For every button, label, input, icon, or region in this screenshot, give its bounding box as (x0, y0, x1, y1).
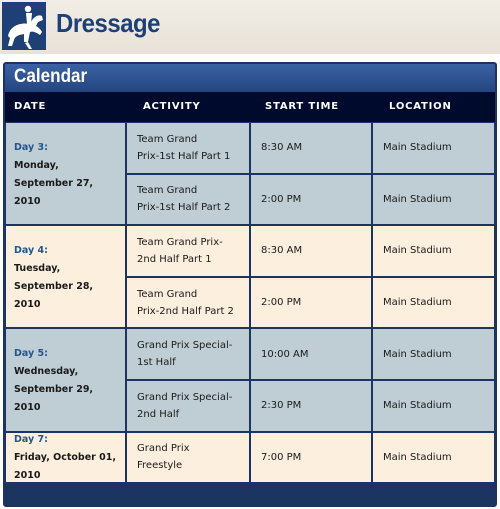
location-text: Main Stadium (383, 400, 452, 412)
date-line: 2010 (14, 401, 41, 413)
activity-text (137, 286, 243, 320)
location-text: Main Stadium (383, 245, 452, 257)
day-label: Day 4: (14, 244, 48, 256)
activity-cell (126, 432, 250, 484)
date-text (14, 139, 119, 211)
date-cell (5, 432, 126, 484)
date-text (14, 242, 119, 314)
activity-line: Grand Prix Special- (137, 340, 233, 352)
activity-line: Freestyle (137, 460, 183, 472)
date-line: 2010 (14, 298, 41, 310)
day-label: Day 5: (14, 347, 48, 359)
location-text: Main Stadium (383, 348, 452, 360)
location-cell (372, 380, 495, 432)
calendar-column-headers (5, 92, 495, 122)
start-time-text: 2:30 PM (261, 400, 302, 412)
activity-cell (126, 174, 250, 226)
column-header-date: DATE (14, 101, 47, 112)
location-text: Main Stadium (383, 193, 452, 205)
start-time-text: 8:30 AM (261, 142, 303, 154)
activity-line: 2nd Half (137, 408, 180, 420)
start-time-text: 8:30 AM (261, 245, 303, 257)
start-time-text: 7:00 PM (261, 451, 302, 463)
column-header-activity: ACTIVITY (143, 101, 201, 112)
date-line: Friday, October 01, (14, 452, 116, 464)
date-line: Wednesday, (14, 365, 79, 377)
calendar-title-bar (5, 64, 495, 92)
activity-line: Team Grand (137, 288, 198, 300)
activity-cell (126, 225, 250, 277)
location-cell (372, 328, 495, 380)
activity-line: Prix-1st Half Part 2 (137, 202, 231, 214)
activity-line: Prix-2nd Half Part 2 (137, 305, 234, 317)
start-time-cell (250, 225, 372, 277)
activity-line: Grand Prix (137, 443, 190, 455)
date-line: September 28, (14, 280, 94, 292)
location-text: Main Stadium (383, 142, 452, 154)
start-time-cell (250, 174, 372, 226)
activity-text (137, 440, 243, 474)
date-line: September 27, (14, 177, 94, 189)
location-cell (372, 225, 495, 277)
start-time-cell (250, 432, 372, 484)
date-line: 2010 (14, 470, 41, 482)
page-header (0, 0, 500, 54)
date-line: September 29, (14, 383, 94, 395)
activity-line: Team Grand (137, 133, 198, 145)
activity-text (137, 234, 243, 268)
date-line: 2010 (14, 195, 41, 207)
activity-cell (126, 328, 250, 380)
location-cell (372, 432, 495, 484)
column-header-start-time: START TIME (265, 101, 339, 112)
location-cell (372, 277, 495, 329)
activity-line: Team Grand (137, 185, 198, 197)
activity-text (137, 337, 243, 371)
location-cell (372, 122, 495, 174)
activity-text (137, 182, 243, 216)
date-line: Monday, (14, 159, 59, 171)
day-label: Day 7: (14, 434, 48, 446)
activity-line: Grand Prix Special- (137, 391, 233, 403)
start-time-cell (250, 122, 372, 174)
start-time-cell (250, 380, 372, 432)
location-cell (372, 174, 495, 226)
activity-text (137, 389, 243, 423)
start-time-cell (250, 328, 372, 380)
date-line: Tuesday, (14, 262, 61, 274)
date-cell (5, 122, 126, 225)
start-time-text: 2:00 PM (261, 193, 302, 205)
activity-line: 1st Half (137, 357, 176, 369)
date-cell (5, 328, 126, 431)
location-text: Main Stadium (383, 297, 452, 309)
date-cell (5, 225, 126, 328)
location-text: Main Stadium (383, 451, 452, 463)
date-text (14, 345, 119, 417)
calendar-panel (3, 62, 497, 507)
activity-text (137, 131, 243, 165)
activity-line: Prix-1st Half Part 1 (137, 150, 231, 162)
column-header-location: LOCATION (389, 101, 452, 112)
start-time-cell (250, 277, 372, 329)
activity-cell (126, 277, 250, 329)
activity-cell (126, 122, 250, 174)
activity-cell (126, 380, 250, 432)
activity-line: Team Grand Prix- (137, 236, 223, 248)
dressage-rider-icon (2, 2, 46, 50)
day-label: Day 3: (14, 141, 48, 153)
start-time-text: 10:00 AM (261, 348, 309, 360)
date-text (14, 431, 119, 485)
page-title: Dressage (56, 8, 161, 38)
activity-line: 2nd Half Part 1 (137, 253, 212, 265)
calendar-title: Calendar (14, 66, 88, 87)
start-time-text: 2:00 PM (261, 297, 302, 309)
